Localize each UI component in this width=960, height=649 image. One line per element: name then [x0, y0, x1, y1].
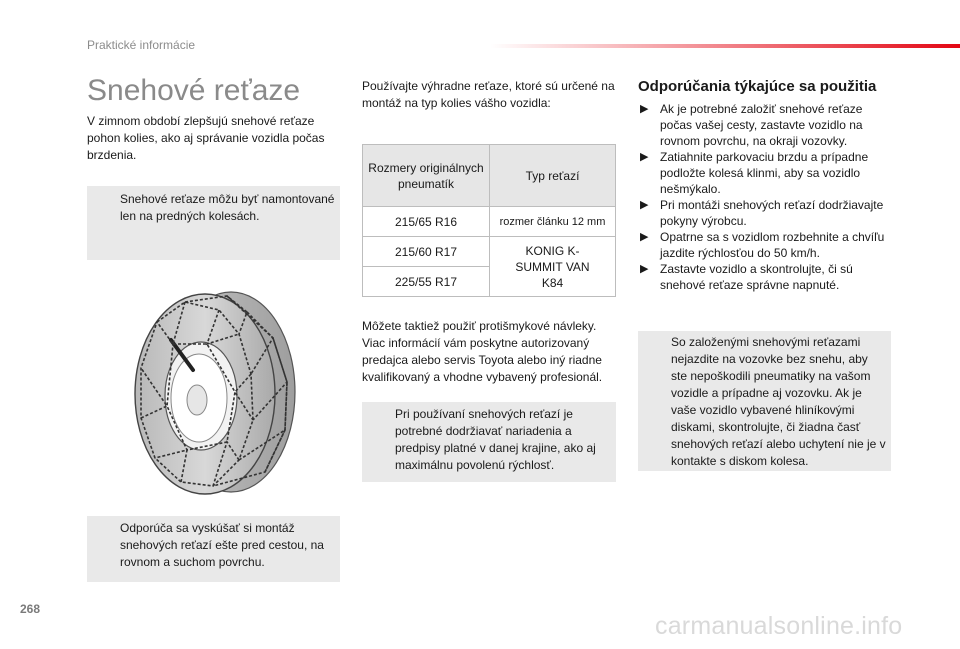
list-item: ▶ Zastavte vozidlo a skontrolujte, či sú snehové reťaze správne napnuté. [640, 262, 853, 292]
page-title: Snehové reťaze [87, 74, 301, 107]
list-item: ▶ Ak je potrebné založiť snehové reťaze počas vašej cesty, zastavte vozidlo na rovnom povrchu, na okraji vozovky. [640, 102, 863, 148]
intro-paragraph: V zimnom období zlepšujú snehové reťaze pohon kolies, ako aj správanie vozidla počas brzdenia. [87, 114, 325, 162]
arrow-bullet-icon: ▶ [640, 231, 649, 243]
arrow-bullet-icon: ▶ [640, 151, 649, 163]
table-header-chain-type: Typ reťazí [490, 145, 616, 207]
recommendations-list [640, 101, 892, 293]
info-note-text: Pri používaní snehových reťazí je potrebné dodržiavať nariadenia a predpisy platné v danej krajine, ako aj maximálnu povolenú rýchlosť. [395, 407, 596, 472]
list-item: ▶ Pri montáži snehových reťazí dodržiavajte pokyny výrobcu. [640, 198, 884, 228]
warning-note-text: Odporúča sa vyskúšať si montáž snehových reťazí ešte pred cestou, na rovnom a suchom povrchu. [120, 521, 324, 569]
chains-usage-intro: Používajte výhradne reťaze, ktoré sú určené na montáž na typ kolies vášho vozidla: [362, 79, 615, 110]
table-cell-tire-size: 225/55 R17 [363, 267, 490, 297]
table-cell-chain-type: KONIG K-SUMMIT VAN K84 [490, 237, 616, 297]
info-note-front-wheels [87, 186, 340, 260]
snow-chain-tire-illustration [127, 282, 299, 504]
table-cell-tire-size: 215/65 R16 [363, 207, 490, 237]
info-note-regulations [362, 402, 616, 482]
page-number: 268 [20, 602, 41, 616]
table-row [363, 237, 616, 267]
watermark: carmanualsonline.info [655, 612, 903, 640]
header-accent-bar [490, 44, 960, 48]
info-note-text: Snehové reťaze môžu byť namontované len na predných kolesách. [120, 192, 335, 223]
warning-note-test-fitting [87, 516, 340, 582]
chain-size-table [362, 144, 616, 297]
list-item: ▶ Zatiahnite parkovaciu brzdu a prípadne podložte kolesá klinmi, aby sa vozidlo nešmýkalo. [640, 150, 869, 196]
recommendations-heading: Odporúčania týkajúce sa použitia [638, 78, 877, 95]
table-row [363, 207, 616, 237]
arrow-bullet-icon: ▶ [640, 103, 649, 115]
arrow-bullet-icon: ▶ [640, 199, 649, 211]
table-cell-tire-size: 215/60 R17 [363, 237, 490, 267]
table-cell-chain-type: rozmer článku 12 mm [490, 207, 616, 237]
arrow-bullet-icon: ▶ [640, 263, 649, 275]
anti-slip-covers-paragraph: Môžete taktiež použiť protišmykové návleky. Viac informácií vám poskytne autorizovaný predajca alebo servis Toyota alebo iný riadne kvalifikovaný a vhodne vybavený profesionál. [362, 319, 603, 384]
section-header: Praktické informácie [87, 38, 196, 52]
info-note-text: So založenými snehovými reťazami nejazdite na vozovke bez snehu, aby ste nepoškodili pneumatiky na vašom vozidle a prípadne aj vozovku. Ak je vaše vozidlo vybavené hliníkovými diskami, skontrolujte, či žiadna časť snehových reťazí alebo uchytení nie je v kontakte s diskom kolesa. [671, 335, 886, 468]
info-note-no-snow-road [638, 331, 891, 471]
list-item: ▶ Opatrne sa s vozidlom rozbehnite a chvíľu jazdite rýchlosťou do 50 km/h. [640, 230, 885, 260]
table-header-tire-size: Rozmery originálnych pneumatík [363, 145, 490, 207]
